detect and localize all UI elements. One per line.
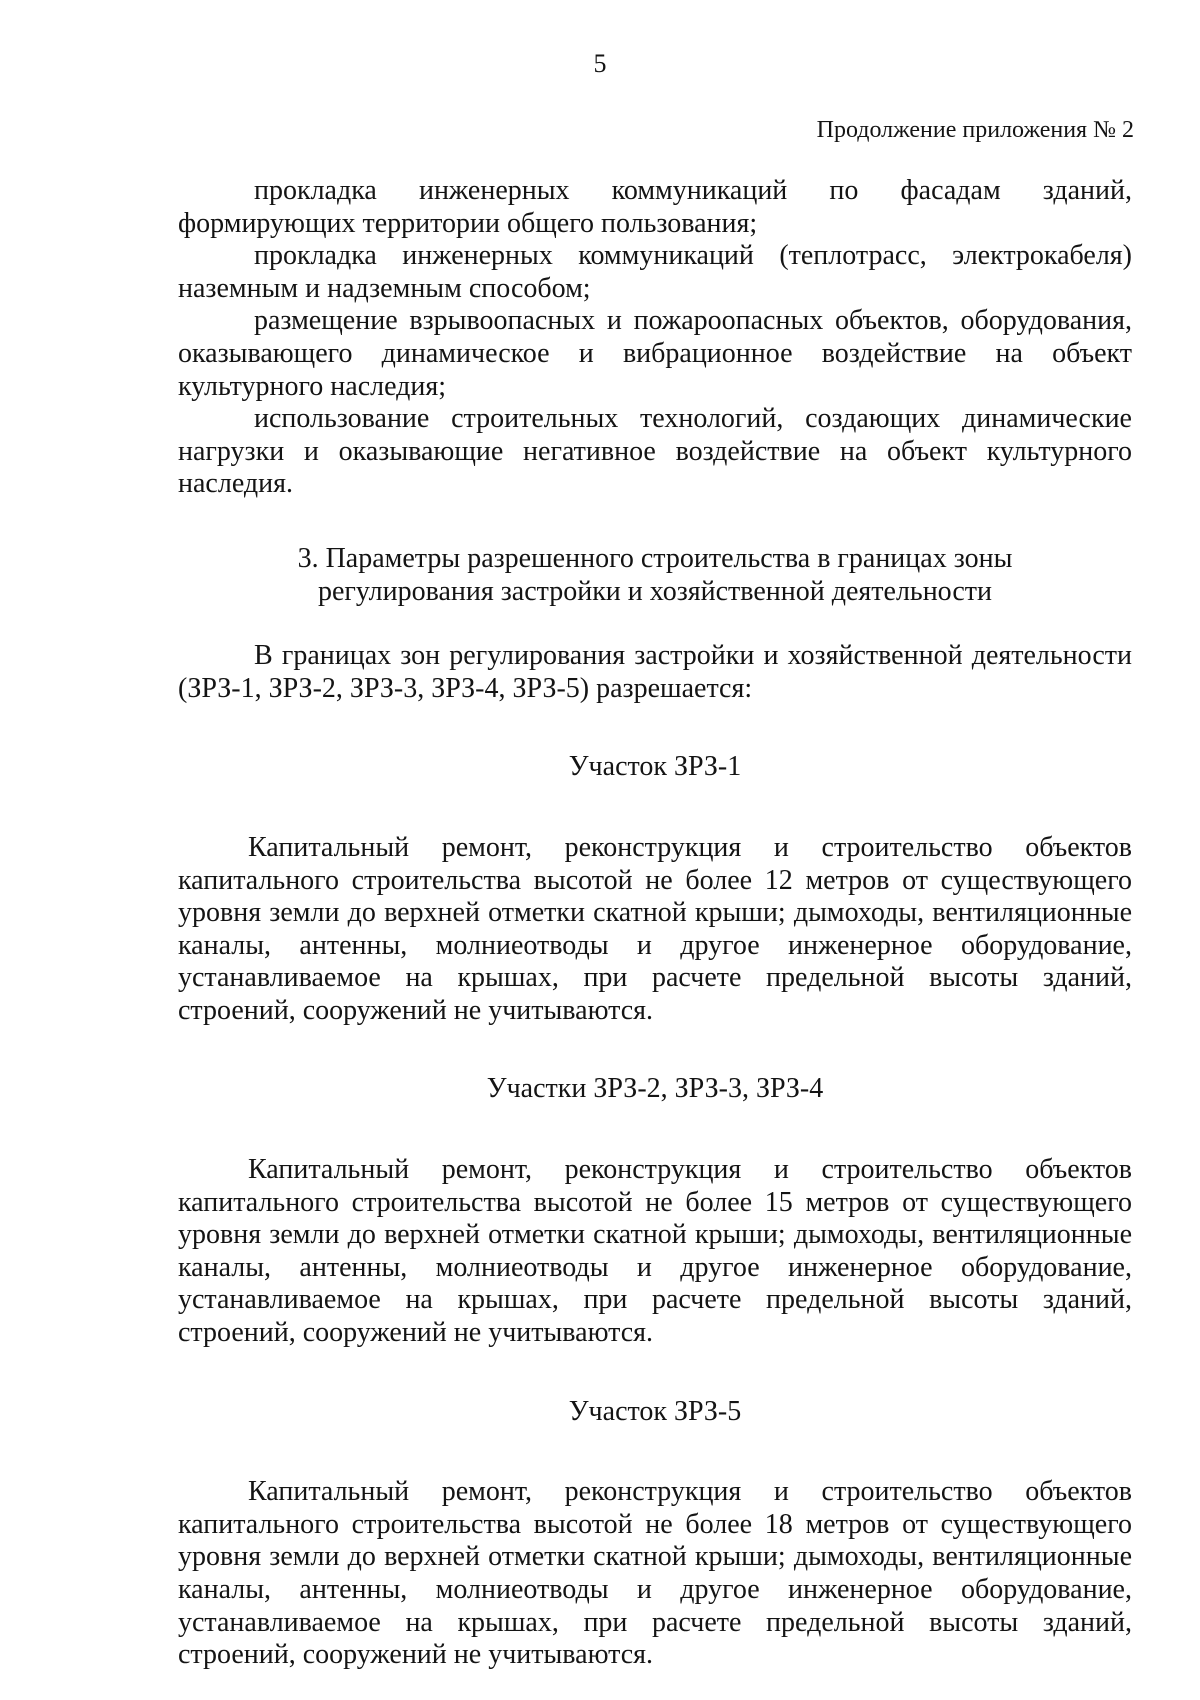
subsection-heading-zrz5: Участок ЗРЗ-5 — [568, 1395, 742, 1427]
list-item: прокладка инженерных коммуникаций (теплотрасс, электрокабеля) наземным и надземным способом; — [178, 240, 1132, 304]
subsection-text-zrz1: Капитальный ремонт, реконструкция и строительство объектов капитального строительства высотой не более 12 метров от существующего уровня земли до верхней отметки скатной крыши; дымоходы, вентиляционные каналы, антенны, молниеотводы и другое инженерное оборудование, устанавливаемое на крышах, при расчете предельной высоты зданий, строений, сооружений не учитываются. — [178, 831, 1132, 1026]
document-body — [178, 175, 1132, 1700]
section-heading — [178, 543, 1132, 608]
section-heading-line-2: регулирования застройки и хозяйственной деятельности — [317, 575, 993, 607]
subsection-heading-zrz1: Участок ЗРЗ-1 — [568, 751, 742, 783]
section-intro: В границах зон регулирования застройки и хозяйственной деятельности (ЗРЗ-1, ЗРЗ-2, ЗРЗ-3, ЗРЗ-4, ЗРЗ-5) разрешается: — [178, 640, 1132, 704]
subsection-heading-zrz2-4: Участки ЗРЗ-2, ЗРЗ-3, ЗРЗ-4 — [486, 1073, 824, 1105]
subsection-text-zrz2-4: Капитальный ремонт, реконструкция и строительство объектов капитального строительства высотой не более 15 метров от существующего уровня земли до верхней отметки скатной крыши; дымоходы, вентиляционные каналы, антенны, молниеотводы и другое инженерное оборудование, устанавливаемое на крышах, при расчете предельной высоты зданий, строений, сооружений не учитываются. — [178, 1154, 1132, 1349]
appendix-continuation-note: Продолжение приложения № 2 — [816, 117, 1134, 143]
page-number: 5 — [593, 49, 607, 78]
list-item: прокладка инженерных коммуникаций по фасадам зданий, формирующих территории общего пользования; — [178, 175, 1132, 239]
list-item: использование строительных технологий, создающих динамические нагрузки и оказывающие негативное воздействие на объект культурного наследия. — [178, 403, 1132, 500]
section-heading-line-1: 3. Параметры разрешенного строительства в границах зоны — [297, 542, 1013, 574]
list-item: размещение взрывоопасных и пожароопасных объектов, оборудования, оказывающего динамическое и вибрационное воздействие на объект культурного наследия; — [178, 305, 1132, 402]
subsection-text-zrz5: Капитальный ремонт, реконструкция и строительство объектов капитального строительства высотой не более 18 метров от существующего уровня земли до верхней отметки скатной крыши; дымоходы, вентиляционные каналы, антенны, молниеотводы и другое инженерное оборудование, устанавливаемое на крышах, при расчете предельной высоты зданий, строений, сооружений не учитываются. — [178, 1476, 1132, 1671]
